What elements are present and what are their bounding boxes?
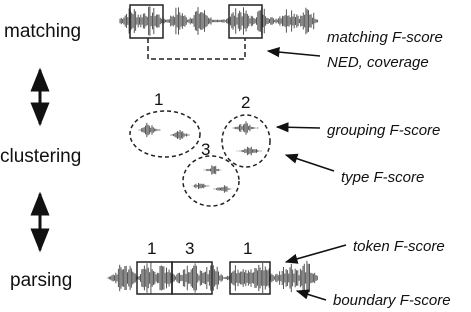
cluster-ellipse-1 [130,111,200,157]
metric-ned-coverage: NED, coverage [327,54,429,71]
arrow-grouping-fscore [277,127,320,128]
metric-matching-fscore: matching F-score [327,29,443,46]
arrow-token-fscore [286,245,346,262]
stage-label-clustering: clustering [0,146,82,167]
cluster-id-2: 2 [241,93,251,112]
stage-label-parsing: parsing [10,270,73,291]
parse-segment-label-1: 1 [147,239,157,258]
parse-segment-label-3: 1 [243,239,253,258]
metric-grouping-fscore: grouping F-score [327,122,441,139]
cluster-id-3: 3 [201,140,211,159]
cluster-id-1: 1 [154,90,164,109]
arrow-ned-coverage [268,51,320,56]
arrow-boundary-fscore [297,291,326,300]
match-dashed-link [148,38,245,59]
metric-type-fscore: type F-score [341,169,425,186]
parse-segment-label-2: 3 [185,239,195,258]
stage-label-matching: matching [4,21,82,42]
arrow-type-fscore [286,155,334,171]
metric-token-fscore: token F-score [353,238,445,255]
cluster-ellipse-3 [183,156,239,206]
waveform-matching [120,6,318,35]
metric-boundary-fscore: boundary F-score [333,292,451,309]
